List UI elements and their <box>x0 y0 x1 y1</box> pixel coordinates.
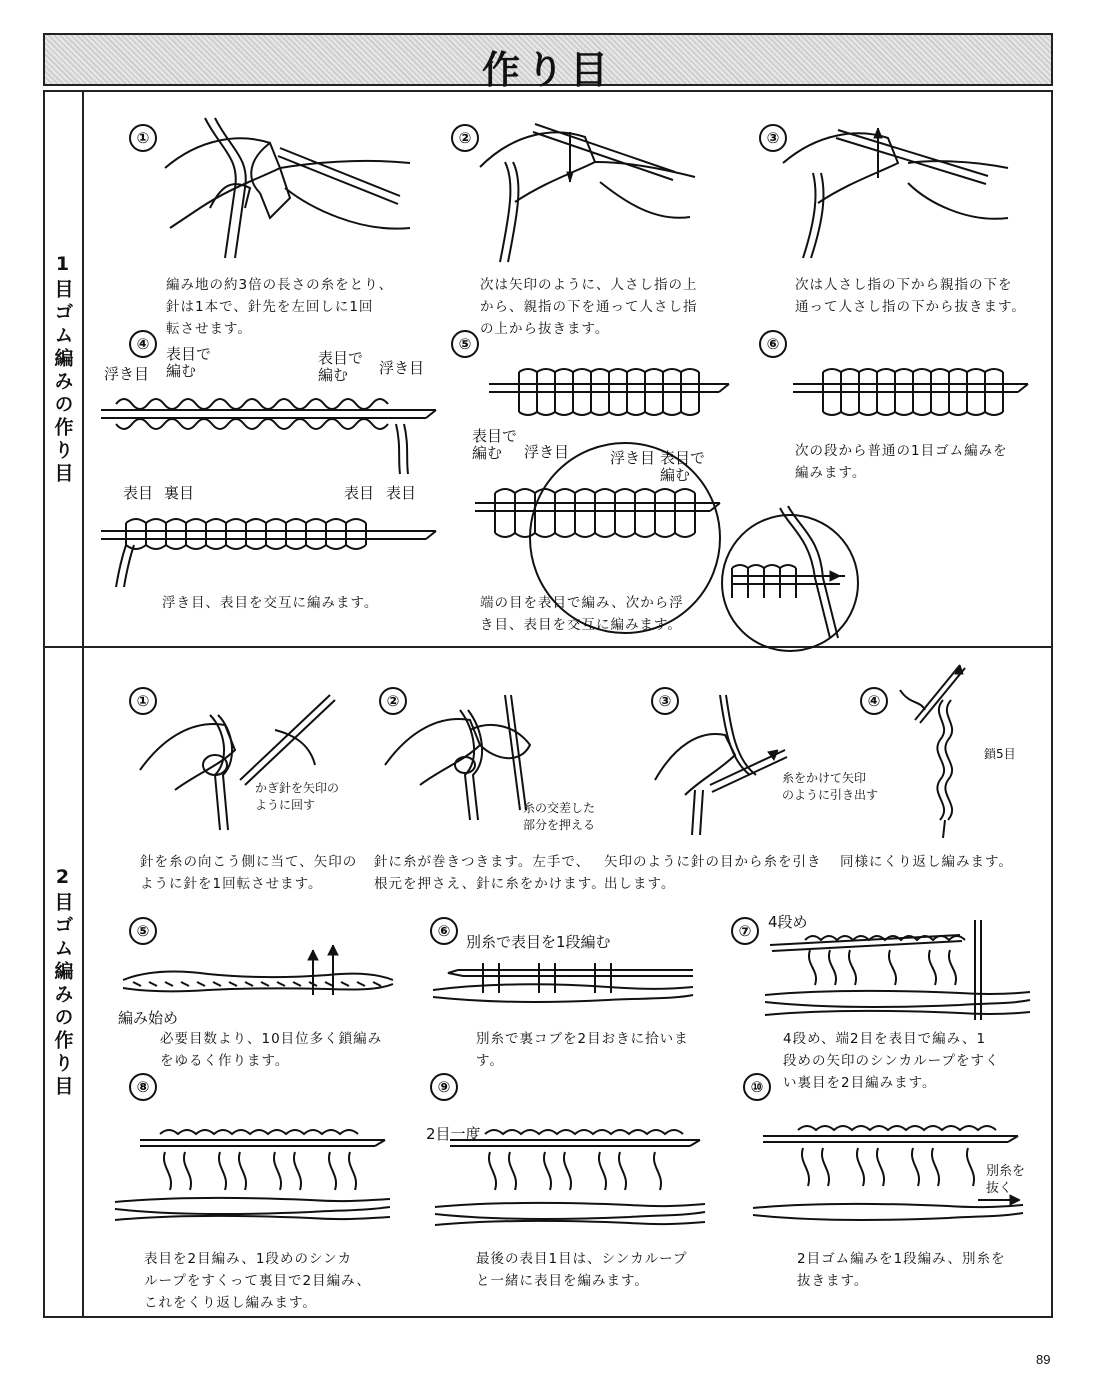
s2-step7-needle-illustration <box>760 920 1035 1025</box>
s2-step5-caption: 必要目数より、10目位多く鎖編み をゆるく作ります。 <box>160 1031 383 1069</box>
s2-step2-number: ② <box>379 687 407 715</box>
page-title: 作り目 <box>481 48 614 92</box>
s1-step4-label-k1: 表目 <box>123 484 154 502</box>
s2-step4-number: ④ <box>860 687 888 715</box>
section2-label: 2目ゴム編みの作り目 <box>51 865 74 1099</box>
s1-step2-number: ② <box>451 124 479 152</box>
s2-step9-caption: 最後の表目1目は、シンカループ と一緒に表目を編みます。 <box>476 1251 688 1289</box>
s2-step7-number: ⑦ <box>731 917 759 945</box>
s2-step10-number: ⑩ <box>743 1073 771 1101</box>
s2-step7-caption: 4段め、端2目を表目で編み、1 段めの矢印のシンカループをすく い裏目を2目編みます。 <box>783 1031 1000 1091</box>
s2-step8-number: ⑧ <box>129 1073 157 1101</box>
s2-step1-caption: 針を糸の向こう側に当て、矢印の ように針を1回転させます。 <box>140 854 358 892</box>
s1-step4-number: ④ <box>129 330 157 358</box>
s1-step4-label-knit: 表目で 編む <box>166 345 212 380</box>
side-column-divider <box>82 90 84 1318</box>
s1-step1-caption: 編み地の約3倍の長さの糸をとり、 針は1本で、針先を左回しに1回 転させます。 <box>166 277 394 337</box>
s2-step10-label: 別糸を 抜く <box>986 1164 1026 1196</box>
s1-step6-caption: 次の段から普通の1目ゴム編みを 編みます。 <box>795 443 1008 481</box>
s2-step6-caption: 別糸で裏コブを2目おきに拾いま す。 <box>476 1031 689 1069</box>
s1-step2-hands-illustration <box>475 112 705 267</box>
s2-step5-label-start: 編み始め <box>118 1009 179 1027</box>
s1-step4-label-k2: 表目 <box>344 484 375 502</box>
s1-step1-hands-illustration <box>160 108 420 268</box>
s1-step3-number: ③ <box>759 124 787 152</box>
s2-step3-hook-illustration <box>650 690 790 840</box>
s1-step5-label-float-zoom: 浮き目 <box>610 449 656 467</box>
s2-step3-note: 糸をかけて矢印 のように引き出す <box>782 771 879 802</box>
s2-step3-caption: 矢印のように針の目から糸を引き 出します。 <box>604 854 822 892</box>
s2-step2-note: 糸の交差した 部分を押える <box>523 801 596 832</box>
section1-label: 1目ゴム編みの作り目 <box>51 252 74 486</box>
s2-step5-number: ⑤ <box>129 917 157 945</box>
s1-step4-needle-row1 <box>96 384 441 479</box>
s2-step6-number: ⑥ <box>430 917 458 945</box>
s2-step4-note: 鎖5目 <box>984 747 1016 761</box>
s1-step5-label-float: 浮き目 <box>524 443 570 461</box>
s1-step5-number: ⑤ <box>451 330 479 358</box>
s1-step5-label-knit-zoom: 表目で 編む <box>660 449 706 484</box>
s2-step9-needle-illustration <box>430 1112 710 1242</box>
s1-step5-label-knit: 表目で 編む <box>472 427 518 462</box>
s1-step5-needle-illustration <box>484 364 734 424</box>
s1-step1-number: ① <box>129 124 157 152</box>
s2-step7-label: 4段め <box>768 913 808 931</box>
s2-step1-note: かぎ針を矢印の ように回す <box>255 781 340 812</box>
s1-step3-hands-illustration <box>778 118 1018 268</box>
s1-step6-needle-illustration <box>788 364 1033 424</box>
s2-step4-chain-illustration <box>895 660 975 840</box>
s1-step4-label-float: 浮き目 <box>104 365 150 383</box>
s2-step1-number: ① <box>129 687 157 715</box>
s1-step5-caption: 端の目を表目で編み、次から浮 き目、表目を交互に編みます。 <box>480 595 684 633</box>
title-bar <box>43 33 1053 92</box>
s1-step4-label-float-right: 浮き目 <box>379 359 425 377</box>
s2-step9-number: ⑨ <box>430 1073 458 1101</box>
s2-step3-number: ③ <box>651 687 679 715</box>
s1-step4-needle-row2 <box>96 505 441 590</box>
s1-step6-number: ⑥ <box>759 330 787 358</box>
s2-step4-caption: 同様にくり返し編みます。 <box>840 854 1013 870</box>
s2-step2-caption: 針に糸が巻きつきます。左手で、 根元を押さえ、針に糸をかけます。 <box>374 854 606 892</box>
s2-step8-caption: 表目を2目編み、1段めのシンカ ループをすくって裏目で2目編み、 これをくり返し編みます。 <box>144 1251 371 1311</box>
s1-step3-caption: 次は人さし指の下から親指の下を 通って人さし指の下から抜きます。 <box>795 277 1026 315</box>
s1-step4-label-p1: 裏目 <box>164 484 195 502</box>
s1-step4-caption: 浮き目、表目を交互に編みます。 <box>162 595 379 611</box>
s2-step6-needle-illustration <box>428 955 698 1010</box>
s2-step9-label: 2目一度 <box>426 1125 481 1143</box>
s2-step6-label: 別糸で表目を1段編む <box>466 933 611 951</box>
s2-step5-chain-illustration <box>118 940 398 1000</box>
s1-step4-label-k3: 表目 <box>386 484 417 502</box>
s1-step2-caption: 次は矢印のように、人さし指の上 から、親指の下を通って人さし指 の上から抜きます。 <box>480 277 698 337</box>
page-number: 89 <box>1036 1352 1051 1367</box>
s2-step10-caption: 2目ゴム編みを1段編み、別糸を 抜きます。 <box>797 1251 1006 1289</box>
s1-step4-label-knit-right: 表目で 編む <box>318 349 364 384</box>
s2-step8-needle-illustration <box>110 1112 395 1237</box>
